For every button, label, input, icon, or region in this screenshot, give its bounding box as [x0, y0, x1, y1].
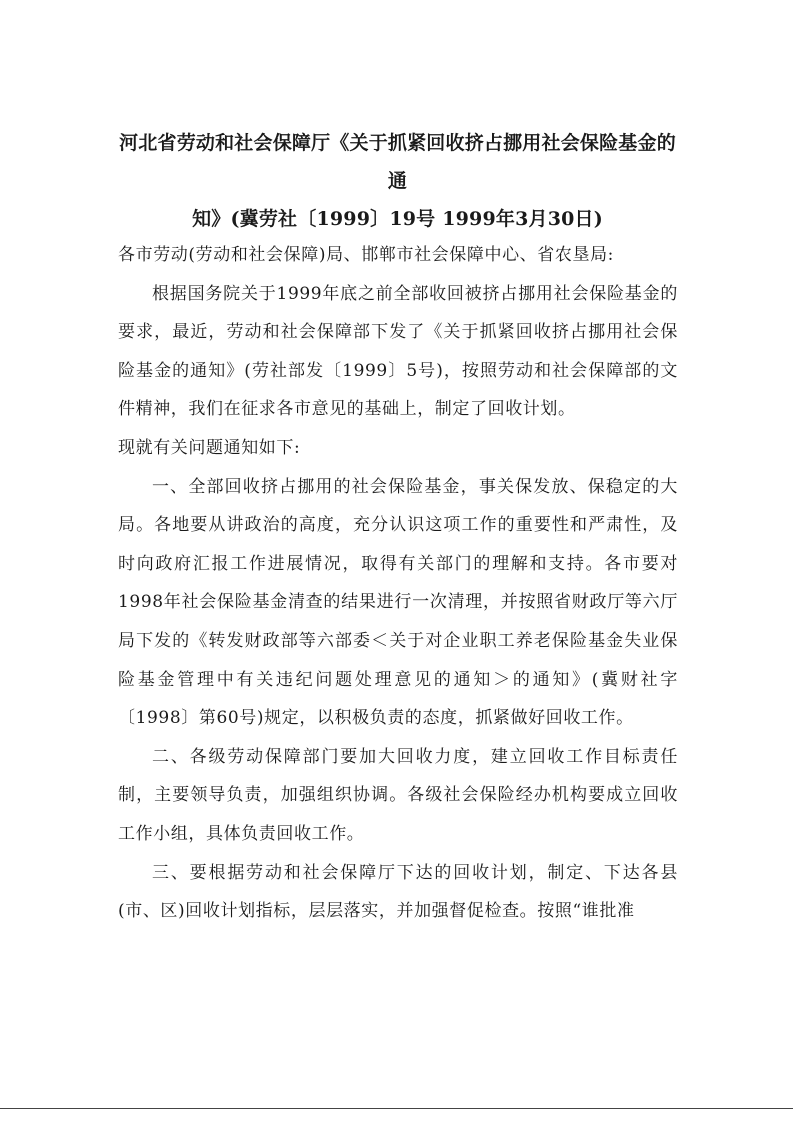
paragraph-item-3: 三、要根据劳动和社会保障厅下达的回收计划，制定、下达各县(市、区)回收计划指标，层层落实，并加强督促检查。按照“谁批准: [118, 862, 678, 922]
paragraph-intro-text: 根据国务院关于1999年底之前全部收回被挤占挪用社会保险基金的要求，最近，劳动和社会保障部下发了《关于抓紧回收挤占挪用社会保险基金的通知》(劳社部发〔1999〕5号)，按照劳动和社会保障部的文件精神，我们在征求各市意见的基础上，制定了回收计划。: [118, 283, 678, 420]
notice-intro: 现就有关问题通知如下:: [118, 437, 301, 458]
paragraph-item-2: 二、各级劳动保障部门要加大回收力度，建立回收工作目标责任制，主要领导负责，加强组织协调。各级社会保险经办机构要成立回收工作小组，具体负责回收工作。: [118, 746, 678, 844]
title-line-1: 河北省劳动和社会保障厅《关于抓紧回收挤占挪用社会保险基金的通: [119, 132, 676, 192]
document-body: [118, 236, 678, 931]
title-line-2: 知》(冀劳社〔1999〕19号 1999年3月30日): [192, 208, 603, 230]
salutation: 各市劳动(劳动和社会保障)局、邯郸市社会保障中心、省农垦局:: [118, 245, 614, 265]
document-title: [110, 124, 685, 238]
page-bottom-rule: [0, 1108, 793, 1109]
paragraph-item-1: 一、全部回收挤占挪用的社会保险基金，事关保发放、保稳定的大局。各地要从讲政治的高度，充分认识这项工作的重要性和严肃性，及时向政府汇报工作进展情况，取得有关部门的理解和支持。各市要对1998年社会保险基金清查的结果进行一次清理，并按照省财政厅等六厅局下发的《转发财政部等六部委＜关于对企业职工养老保险基金失业保险基金管理中有关违纪问题处理意见的通知＞的通知》(冀财社字〔1998〕第60号)规定，以积极负责的态度，抓紧做好回收工作。: [118, 476, 678, 729]
paragraph-intro: [118, 275, 678, 429]
